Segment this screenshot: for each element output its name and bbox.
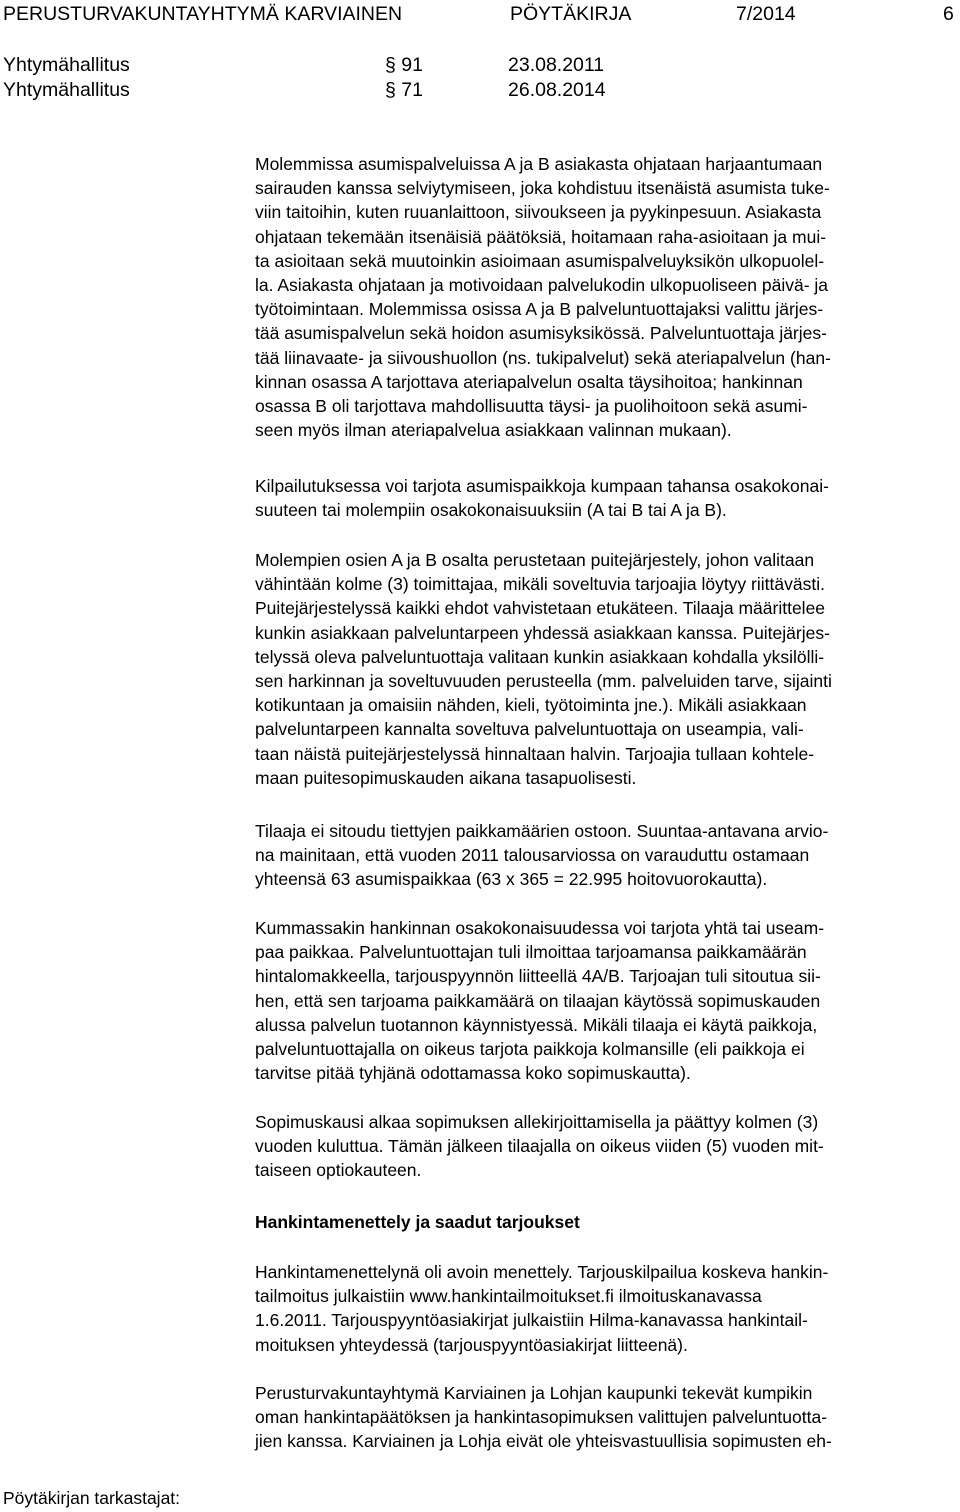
text-line: Hankintamenettelynä oli avoin menettely. Tarjouskilpailua koskeva hankin-: [255, 1262, 829, 1282]
paragraph: [255, 1110, 955, 1183]
text-line: suuteen tai molempiin osakokonaisuuksiin (A tai B tai A ja B).: [255, 500, 727, 521]
text-line: viin taitoihin, kuten ruuanlaittoon, siivoukseen ja pyykinpesuun. Asiakasta: [255, 202, 822, 223]
organization-name: PERUSTURVAKUNTAYHTYMÄ KARVIAINEN: [3, 3, 403, 25]
text-line: paa paikkaa. Palveluntuottajan tuli ilmoittaa tarjoamansa paikkamäärän: [255, 942, 807, 963]
text-line: osassa B oli tarjottava mahdollisuutta täysi- ja puolihoitoon sekä asumi-: [255, 395, 808, 416]
reference-row: [3, 77, 957, 103]
text-line: tailmoitus julkaistiin www.hankintailmoitukset.fi ilmoituskanavassa: [255, 1286, 762, 1307]
footer-reviewers-label: Pöytäkirjan tarkastajat:: [3, 1488, 181, 1508]
text-line: palveluntarpeen kannalta soveltuva palveluntuottaja on useampia, vali-: [255, 719, 804, 740]
document-type: PÖYTÄKIRJA: [510, 3, 632, 25]
reference-body: Yhtymähallitus: [3, 54, 130, 76]
text-line: ta asioitaan sekä muutoinkin asioimaan asumispalveluyksikön ulkopuolel-: [255, 250, 825, 271]
text-line: na mainitaan, että vuoden 2011 talousarviossa on varauduttu ostamaan: [255, 845, 810, 866]
document-number: 7/2014: [736, 3, 796, 25]
reference-date: 23.08.2011: [508, 54, 605, 76]
text-line: tarvitse pitää tyhjänä odottamassa koko sopimuskautta).: [255, 1063, 691, 1084]
text-line: Perusturvakuntayhtymä Karviainen ja Lohjan kaupunki tekevät kumpikin: [255, 1383, 813, 1403]
paragraph: [255, 548, 955, 790]
text-line: tää liinavaate- ja siivoushuollon (ns. tukipalvelut) sekä ateriapalvelun (han-: [255, 347, 831, 368]
text-line: taiseen optiokauteen.: [255, 1160, 422, 1181]
text-line: telyssä oleva palveluntuottaja valitaan kunkin asiakkaan kohdalla yksilölli-: [255, 646, 825, 667]
text-line: työtoimintaan. Molemmissa osissa A ja B palveluntuottajaksi valittu järjes-: [255, 299, 824, 320]
text-line: kunkin asiakkaan palveluntarpeen yhdessä asiakkaan kanssa. Puitejärjes-: [255, 622, 830, 643]
text-line: vuoden kuluttua. Tämän jälkeen tilaajalla on oikeus viiden (5) vuoden mit-: [255, 1136, 824, 1157]
text-line: seen myös ilman ateriapalvelua asiakkaan valinnan mukaan).: [255, 420, 732, 441]
paragraph: [255, 1381, 955, 1454]
reference-section: § 91: [385, 54, 423, 76]
text-line: maan puitesopimuskauden aikana tasapuolisesti.: [255, 767, 637, 788]
text-line: Kilpailutuksessa voi tarjota asumispaikkoja kumpaan tahansa osakokonai-: [255, 476, 829, 496]
text-line: Puitejärjestelyssä kaikki ehdot vahvistetaan etukäteen. Tilaaja määrittelee: [255, 598, 826, 619]
page-number: 6: [943, 3, 954, 25]
paragraph: [255, 819, 955, 892]
text-line: Kummassakin hankinnan osakokonaisuudessa voi tarjota yhtä tai useam-: [255, 918, 825, 938]
text-line: tää asumispalvelun sekä hoidon asumisyksikössä. Palveluntuottaja järjes-: [255, 323, 827, 344]
text-line: yhteensä 63 asumispaikkaa (63 x 365 = 22.995 hoitovuorokautta).: [255, 869, 768, 890]
text-line: vähintään kolme (3) toimittajaa, mikäli soveltuvia tarjoajia löytyy riittävästi.: [255, 574, 825, 595]
text-line: moituksen yhteydessä (tarjouspyyntöasiakirjat liitteenä).: [255, 1334, 688, 1355]
text-line: palveluntuottajalla on oikeus tarjota paikkoja kolmansille (eli paikkoja ei: [255, 1038, 805, 1059]
reference-section: § 71: [385, 79, 423, 101]
text-line: la. Asiakasta ohjataan ja motivoidaan palvelukodin ulkopuoliseen päivä- ja: [255, 274, 829, 295]
text-line: Sopimuskausi alkaa sopimuksen allekirjoittamisella ja päättyy kolmen (3): [255, 1112, 819, 1132]
text-line: kotikuntaan ja omaisiin nähden, kieli, työtoiminta jne.). Mikäli asiakkaan: [255, 695, 807, 716]
paragraph: [255, 1260, 955, 1357]
paragraph: [255, 474, 955, 522]
text-line: hintalomakkeella, tarjouspyynnön liitteellä 4A/B. Tarjoajan tuli sitoutua sii-: [255, 966, 821, 987]
text-line: kinnan osassa A tarjottava ateriapalvelun osalta täysihoitoa; hankinnan: [255, 371, 803, 392]
text-line: oman hankintapäätöksen ja hankintasopimuksen valittujen palveluntuotta-: [255, 1407, 828, 1428]
text-line: 1.6.2011. Tarjouspyyntöasiakirjat julkaistiin Hilma-kanavassa hankintail-: [255, 1310, 808, 1331]
text-line: alussa palvelun tuotannon käynnistyessä. Mikäli tilaaja ei käytä paikkoja,: [255, 1014, 818, 1035]
reference-row: [3, 52, 957, 78]
section-heading: [255, 1210, 955, 1234]
text-line: Molempien osien A ja B osalta perustetaan puitejärjestely, johon valitaan: [255, 550, 815, 570]
text-line: taan näistä puitejärjestelyssä hinnaltaan halvin. Tarjoajia tullaan kohtele-: [255, 743, 815, 764]
text-line: sen harkinnan ja soveltuvuuden perusteella (mm. palveluiden tarve, sijainti: [255, 670, 832, 691]
text-line: jien kanssa. Karviainen ja Lohja eivät ole yhteisvastuullisia sopimusten eh-: [255, 1431, 832, 1452]
paragraph: [255, 152, 955, 442]
paragraph: [255, 916, 955, 1085]
section-heading-text: Hankintamenettely ja saadut tarjoukset: [255, 1212, 580, 1232]
page-header: [3, 0, 957, 28]
text-line: Molemmissa asumispalveluissa A ja B asiakasta ohjataan harjaantumaan: [255, 154, 823, 174]
text-line: hen, että sen tarjoama paikkamäärä on tilaajan käytössä sopimuskauden: [255, 990, 821, 1011]
text-line: Tilaaja ei sitoudu tiettyjen paikkamäärien ostoon. Suuntaa-antavana arvio-: [255, 821, 829, 841]
reference-body: Yhtymähallitus: [3, 79, 130, 101]
reference-date: 26.08.2014: [508, 79, 606, 101]
text-line: sairauden kanssa selviytymiseen, joka kohdistuu itsenäistä asumista tuke-: [255, 178, 830, 199]
text-line: ohjataan tekemään itsenäisiä päätöksiä, hoitamaan raha-asioitaan ja mui-: [255, 226, 827, 247]
